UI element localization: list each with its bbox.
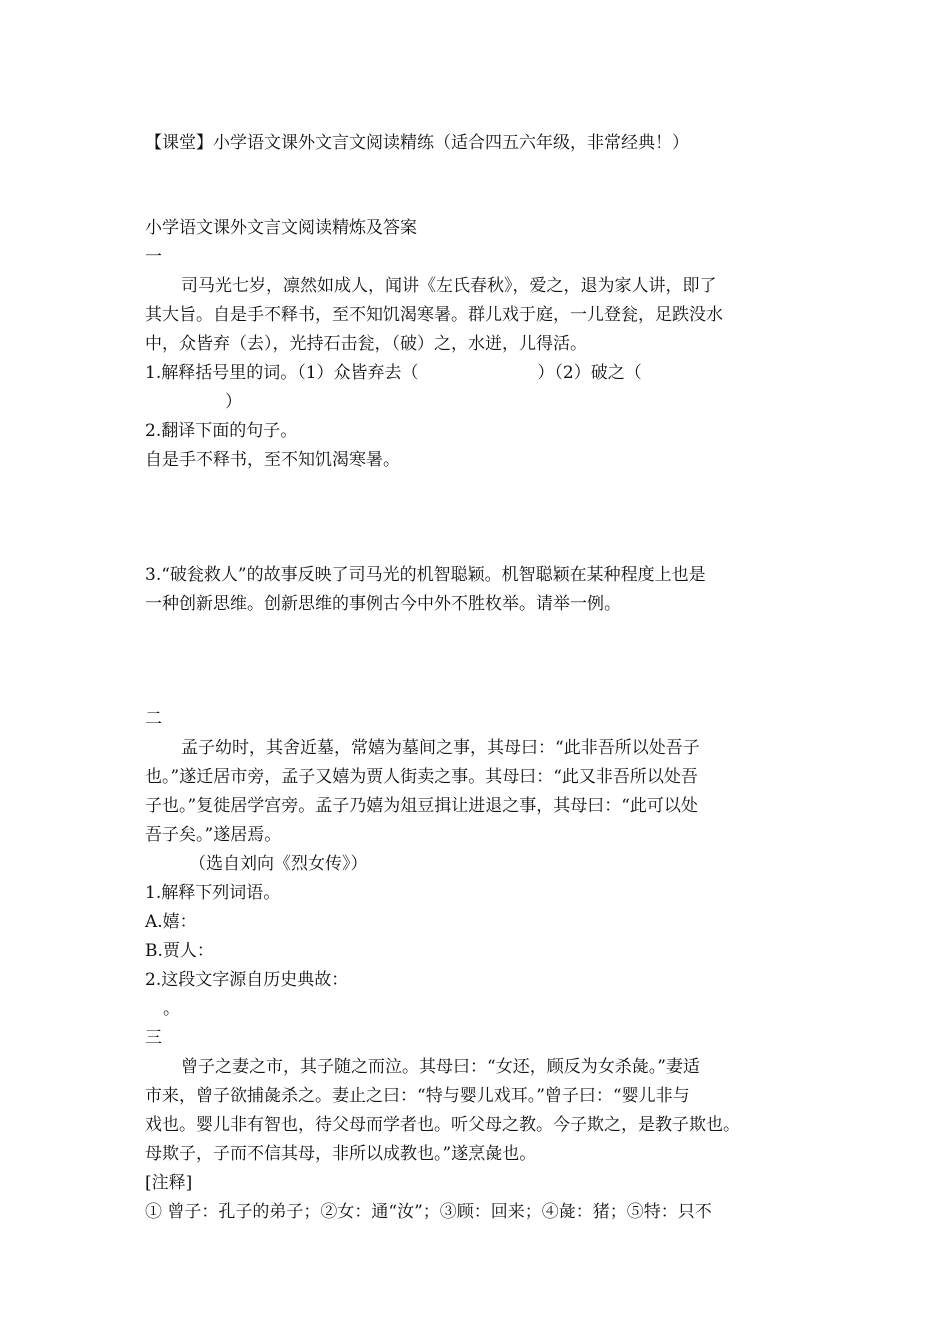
document-title: 【课堂】小学语文课外文言文阅读精练（适合四五六年级，非常经典！） (145, 133, 689, 153)
section-3-notes-label: [注释] (145, 1173, 193, 1193)
section-2-passage-line: 子也。”复徙居学宫旁。孟子乃嬉为俎豆揖让进退之事，其母曰：“此可以处 (145, 796, 698, 816)
section-3-passage-line: 戏也。婴儿非有智也，待父母而学者也。听父母之教。今子欺之，是教子欺也。 (145, 1115, 740, 1135)
section-1-question-1-continued: ） (225, 392, 242, 412)
answer-space (145, 475, 805, 533)
section-3-passage-line: 母欺子，子而不信其母，非所以成教也。”遂烹彘也。 (145, 1144, 537, 1164)
section-2-question-1-a: A.嬉： (145, 912, 197, 932)
section-3-notes: ① 曾子：孔子的弟子；②女：通“汝”；③顾：回来；④彘：猪；⑤特：只不 (145, 1202, 712, 1222)
section-2-number: 二 (145, 709, 162, 729)
answer-space (145, 533, 805, 561)
section-1-question-1: 1.解释括号里的词。（1）众皆弃去（ ）（2）破之（ (145, 363, 642, 383)
answer-space (145, 677, 805, 705)
section-1-number: 一 (145, 247, 162, 267)
section-3-number: 三 (145, 1028, 162, 1048)
section-2-passage-line: 吾子矣。”遂居焉。 (145, 825, 282, 845)
section-2-passage-line: 孟子幼时，其舍近墓，常嬉为墓间之事，其母曰：“此非吾所以处吾子 (181, 738, 700, 758)
section-1-question-3: 3.“破瓮救人”的故事反映了司马光的机智聪颖。机智聪颖在某种程度上也是 (145, 565, 706, 585)
section-2-question-1-b: B.贾人： (145, 941, 214, 961)
section-1-passage-line: 其大旨。自是手不释书，至不知饥渴寒暑。群儿戏于庭，一儿登瓮，足跌没水 (145, 305, 723, 325)
section-3-passage-line: 曾子之妻之市，其子随之而泣。其母曰：“女还，顾反为女杀彘。”妻适 (181, 1057, 700, 1077)
section-1-question-2: 2.翻译下面的句子。 (145, 421, 298, 441)
section-1-passage-line: 司马光七岁，凛然如成人，闻讲《左氏春秋》，爱之，退为家人讲，即了 (181, 276, 717, 296)
section-1-question-3-continued: 一种创新思维。创新思维的事例古今中外不胜枚举。请举一例。 (145, 594, 621, 614)
section-1-passage-line: 中，众皆弃（去），光持石击瓮，（破）之，水迸，儿得活。 (145, 334, 587, 354)
section-2-question-1: 1.解释下列词语。 (145, 883, 281, 903)
answer-space (145, 619, 805, 677)
document-body (145, 214, 805, 1227)
document-subtitle: 小学语文课外文言文阅读精炼及答案 (145, 218, 417, 238)
section-2-question-2: 2.这段文字源自历史典故： (145, 970, 349, 990)
section-2-passage-line: 也。”遂迁居市旁，孟子又嬉为贾人街卖之事。其母曰：“此又非吾所以处吾 (145, 767, 698, 787)
section-2-source: （选自刘向《烈女传》） (189, 854, 368, 874)
section-1-question-2-sentence: 自是手不释书，至不知饥渴寒暑。 (145, 450, 400, 470)
section-2-question-2-end: 。 (163, 999, 180, 1019)
section-3-passage-line: 市来，曾子欲捕彘杀之。妻止之曰：“特与婴儿戏耳。”曾子曰：“婴儿非与 (145, 1086, 690, 1106)
